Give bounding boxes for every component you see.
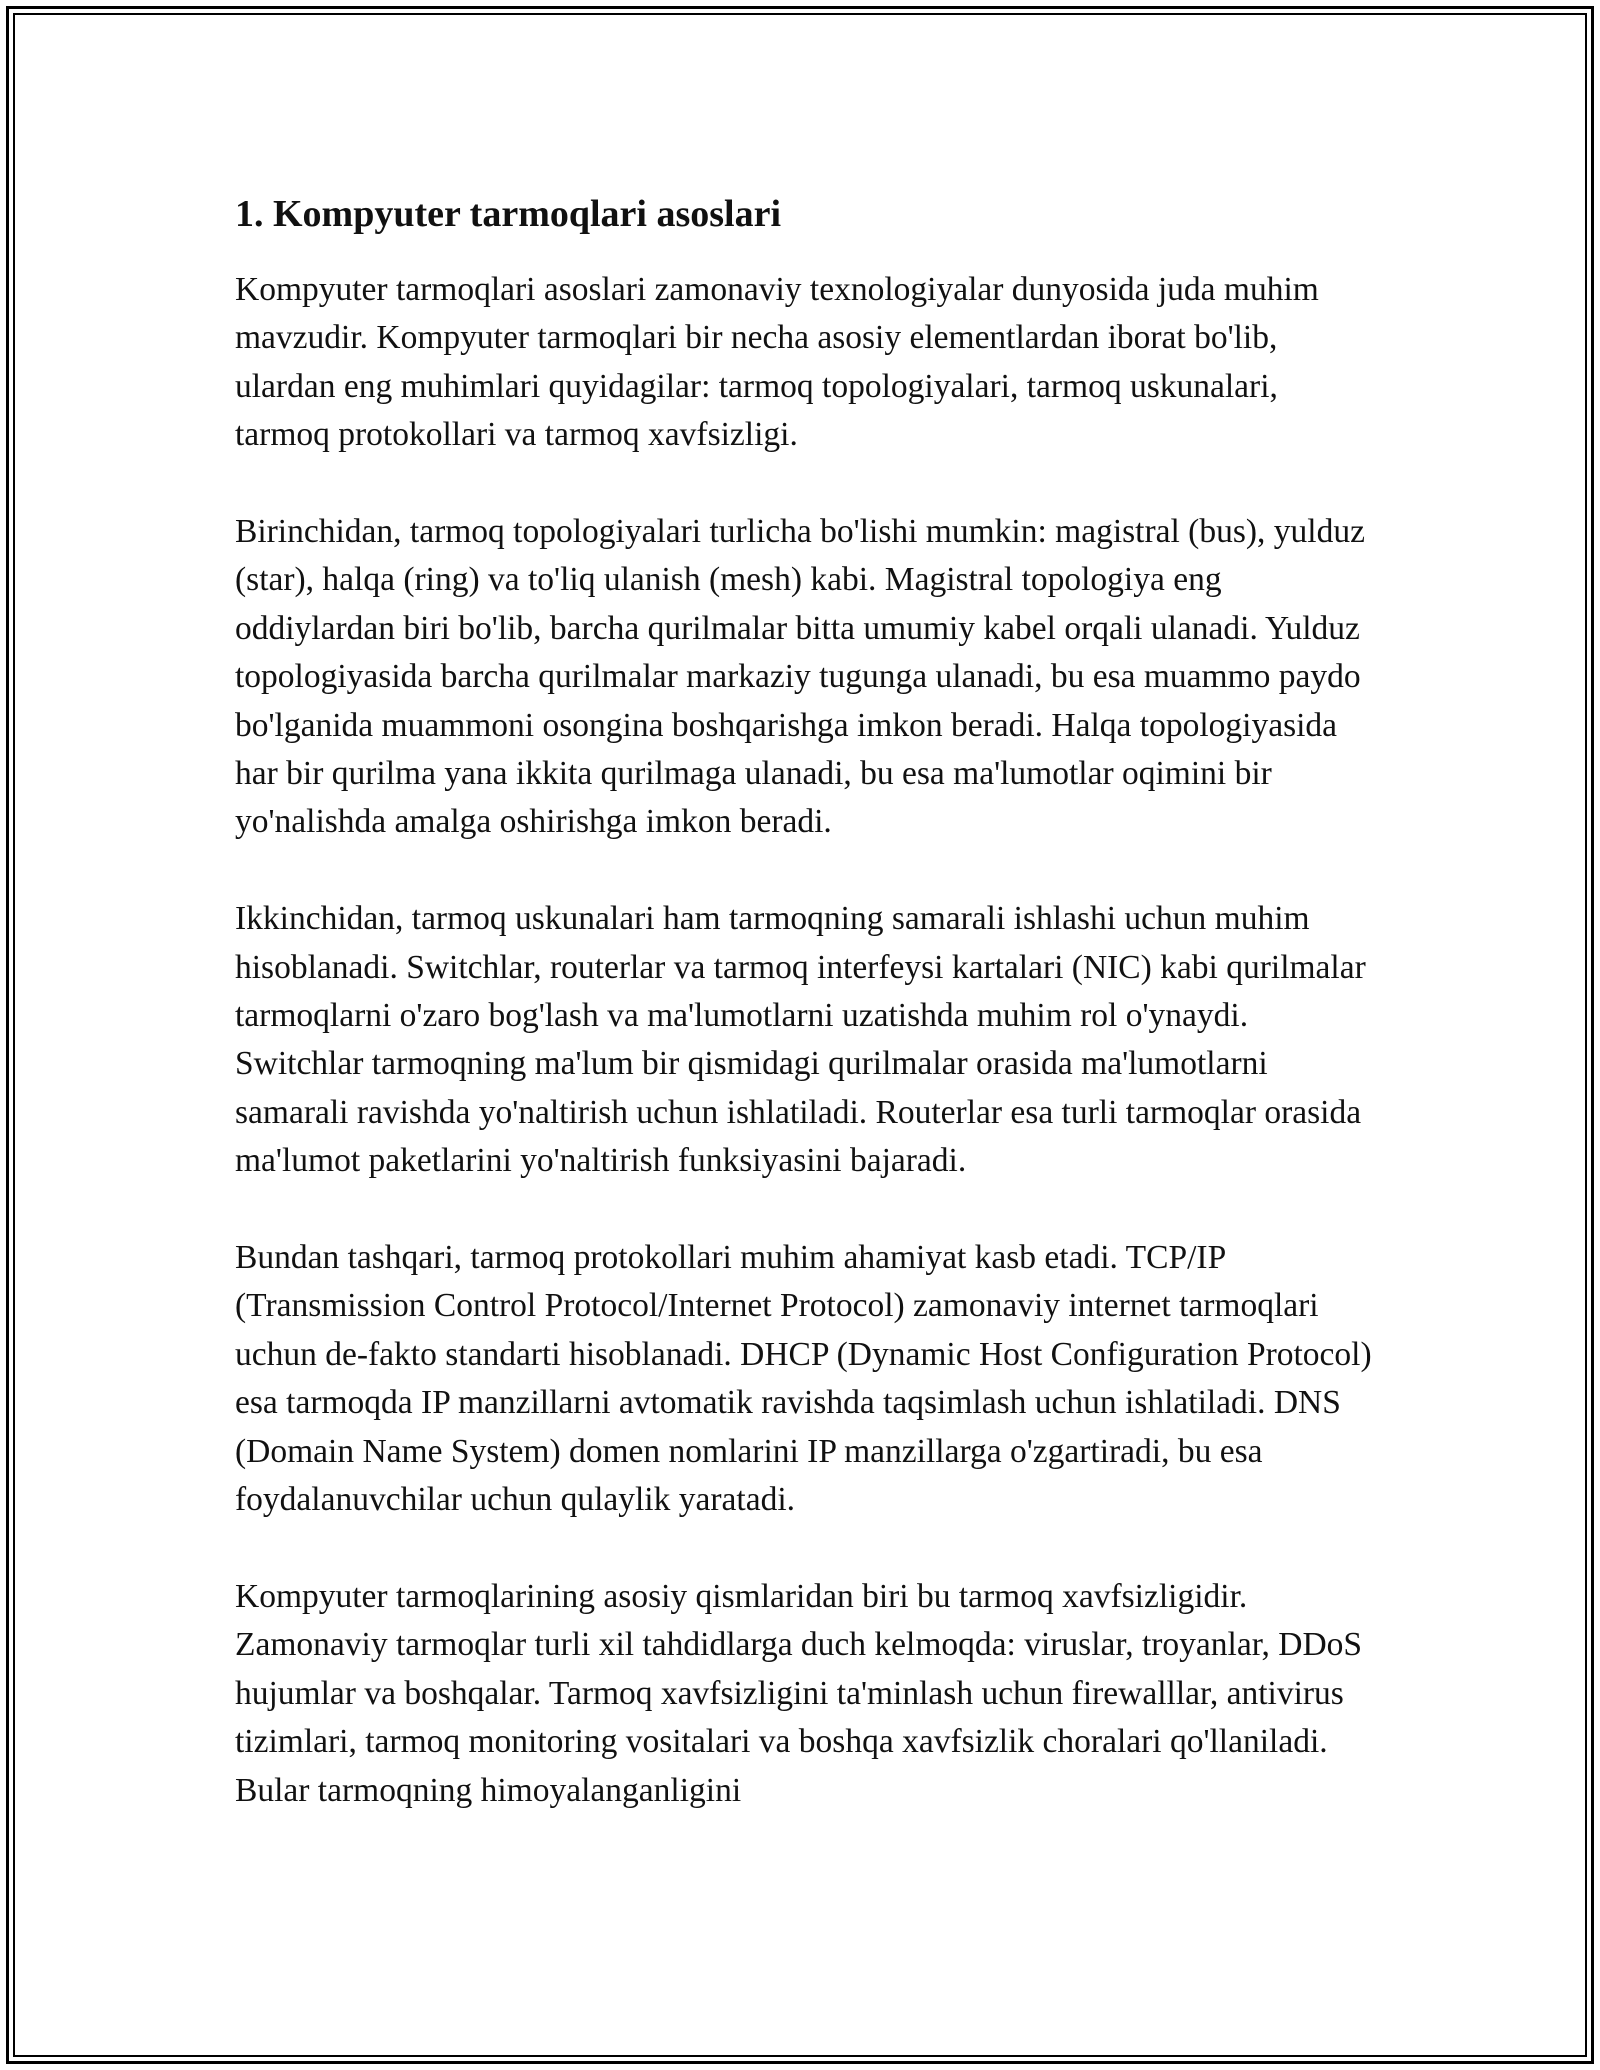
section-heading: 1. Kompyuter tarmoqlari asoslari (235, 193, 782, 235)
paragraph-equipment: Ikkinchidan, tarmoq uskunalari ham tarmoqning samarali ishlashi uchun muhim hisoblanadi. Switchlar, routerlar va tarmoq interfeysi kartalari (NIC) kabi qurilmalar tarmoqlarni o'zaro bog'lash va ma'lumotlarni uzatishda muhim rol o'ynaydi. Switchlar tarmoqning ma'lum bir qismidagi qurilmalar orasida ma'lumotlarni samarali ravishda yo'naltirish uchun ishlatiladi. Routerlar esa turli tarmoqlar orasida ma'lumot paketlarini yo'naltirish funksiyasini bajaradi. (235, 900, 1366, 1180)
paragraph-security: Kompyuter tarmoqlarining asosiy qismlaridan biri bu tarmoq xavfsizligidir. Zamonaviy tarmoqlar turli xil tahdidlarga duch kelmoqda: viruslar, troyanlar, DDoS hujumlar va boshqalar. Tarmoq xavfsizligini ta'minlash uchun firewalllar, antivirus tizimlari, tarmoq monitoring vositalari va boshqa xavfsizlik choralari qo'llaniladi. Bular tarmoqning himoyalanganligini (235, 1577, 1363, 1809)
paragraph-topologies: Birinchidan, tarmoq topologiyalari turlicha bo'lishi mumkin: magistral (bus), yulduz (star), halqa (ring) va to'liq ulanish (mesh) kabi. Magistral topologiya eng oddiylardan biri bo'lib, barcha qurilmalar bitta umumiy kabel orqali ulanadi. Yulduz topologiyasida barcha qurilmalar markaziy tugunga ulanadi, bu esa muammo paydo bo'lganida muammoni osongina boshqarishga imkon beradi. Halqa topologiyasida har bir qurilma yana ikkita qurilmaga ulanadi, bu esa ma'lumotlar oqimini bir yo'nalishda amalga oshirishga imkon beradi. (235, 513, 1365, 841)
paragraph-intro: Kompyuter tarmoqlari asoslari zamonaviy texnologiyalar dunyosida juda muhim mavzudir. Kompyuter tarmoqlari bir necha asosiy elementlardan iborat bo'lib, ulardan eng muhimlari quyidagilar: tarmoq topologiyalari, tarmoq uskunalari, tarmoq protokollari va tarmoq xavfsizligi. (235, 271, 1319, 454)
document-body (235, 188, 1375, 1863)
paragraph-protocols: Bundan tashqari, tarmoq protokollari muhim ahamiyat kasb etadi. TCP/IP (Transmission Control Protocol/Internet Protocol) zamonaviy internet tarmoqlari uchun de-fakto standarti hisoblanadi. DHCP (Dynamic Host Configuration Protocol) esa tarmoqda IP manzillarni avtomatik ravishda taqsimlash uchun ishlatiladi. DNS (Domain Name System) domen nomlarini IP manzillarga o'zgartiradi, bu esa foydalanuvchilar uchun qulaylik yaratadi. (235, 1239, 1372, 1519)
